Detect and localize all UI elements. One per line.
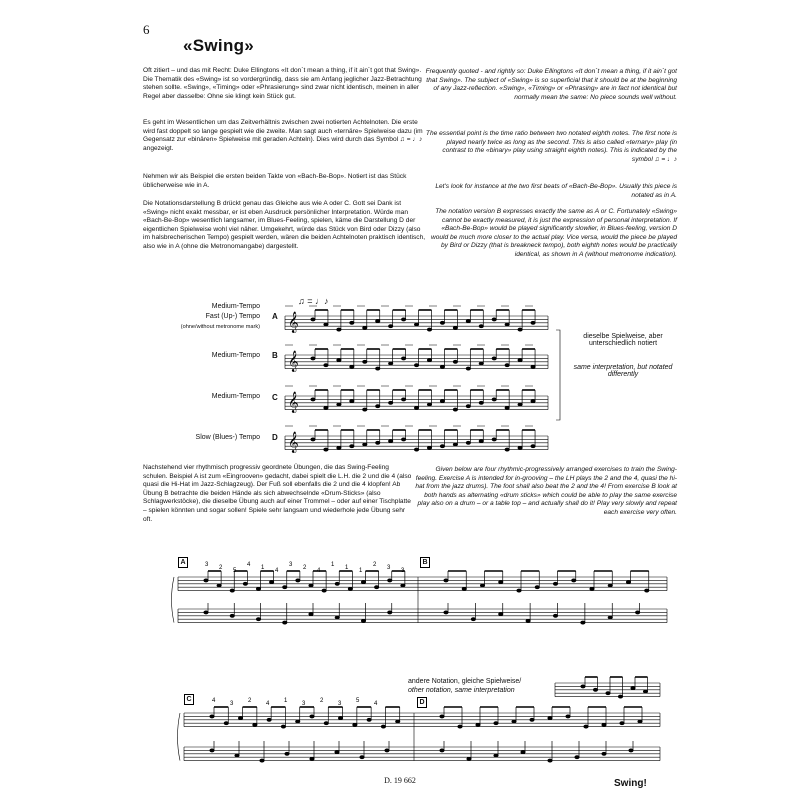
ex-b-rh-notehead [517,589,521,592]
ex-d-lh-notehead [467,757,471,760]
row-2-notehead [518,403,522,406]
ex-c-rh-notehead [310,715,314,718]
fingering-number: 1 [284,698,288,704]
row-b-letter: B [272,351,278,360]
fingering-number: 1 [331,562,335,568]
german-paragraph-4: Die Notationsdarstellung B drückt genau das Gleiche aus wie A oder C. Gott sei Dank ist «Swing» nicht exakt messbar, er ist eben Ausdruck persönlicher Interpretation. Würde man «Bach-Be-Bop» wesentlich langsamer, im Blues-Feeling, spielen, käme die Darstellung D der eigentlichen Spielweise wohl viel näher. Umgekehrt, würde das Stück von Bird oder Dizzy (also im halsbrecherischen Tempo) gespielt werden, wären die beiden Achtelnoten praktisch identisch, also wie in A (ohne die Metronomangabe) dargestellt. [143,200,426,250]
row-3-notehead [401,438,405,441]
row-1-notehead [388,362,392,365]
ex-a-lh-notehead [361,619,365,622]
ex-b-lh-notehead [444,611,448,614]
row-2-notehead [388,401,392,404]
ex-b-rh-notehead [444,579,448,582]
ex-d-rh-notehead [602,723,606,726]
row-2-notehead [479,401,483,404]
fingering-number: 4 [212,698,216,704]
ex-a-lh-notehead [204,611,208,614]
row-1-notehead [518,359,522,362]
ex-c-rh-notehead [281,725,285,728]
ex-d-rh-notehead [620,722,624,725]
alt-notation-english: other notation, same interpretation [408,687,515,694]
side-bracket [556,330,560,420]
row-1-notehead [363,360,367,363]
ex-a-rh-notehead [348,587,352,590]
row-3-notehead [350,445,354,448]
ex-b-rh-notehead [535,586,539,589]
exercise-c-box: C [184,694,194,705]
row-1-notehead [440,365,444,368]
row-d-letter: D [272,433,278,442]
ex-d-rh-notehead [566,715,570,718]
ex-d-lh-notehead [548,759,552,762]
alt-notation-german: andere Notation, gleiche Spielweise/ [408,678,522,685]
row-3-notehead [492,438,496,441]
fingering-number: 4 [275,568,279,574]
ex-c-rh-notehead [267,718,271,721]
fingering-number: 2 [320,698,324,704]
row-3-notehead [453,443,457,446]
ex-b-lh-notehead [608,616,612,619]
row-1-notehead [324,364,328,367]
row-3-notehead [466,441,470,444]
german-paragraph-1: Oft zitiert – und das mit Recht: Duke Ellingtons «It don´t mean a thing, if it ain´t got that Swing». Die Thematik des «Swing» ist so vordergründig, dass sie am Anfang jeglicher Jazz-Betrachtung stehen sollte. «Swing», «Timing» oder «Phrasierung» sind zwar nicht identisch, meinen in aller Regel aber dasselbe: Ohne sie klingt kein Stück gut. [143,67,422,100]
row-3-notehead [531,445,535,448]
ex-b-lh-notehead [581,621,585,624]
fingering-number: 4 [374,701,378,707]
ex-a-rh-notehead [296,579,300,582]
row-3-notehead [440,445,444,448]
treble-clef-icon: 𝄞 [288,351,299,372]
ex-a-rh-notehead [217,584,221,587]
ex-c-rh-notehead [210,715,214,718]
ex-d-lh-notehead [494,754,498,757]
alt-notehead [643,690,647,693]
alt-notehead [631,687,635,690]
row-3-notehead [376,441,380,444]
german-paragraph-2: Es geht im Wesentlichen um das Zeitverhältnis zwischen zwei notierten Achtelnoten. Die erste wird fast doppelt so lange gespielt wie die zweite. Man sagt auch «ternäre» Spielweise dazu (im Gegensatz zur «binären» Spielweise mit geraden Achteln). Dies wird durch das Symbol ♫ = ♩♪ angezeigt. [143,119,423,152]
row-0-notehead [531,321,535,324]
ex-c-lh-notehead [360,756,364,759]
row-1-notehead [531,365,535,368]
exercise-b-box: B [420,557,430,568]
fingering-number: 3 [289,562,293,568]
ex-d-rh-notehead [440,715,444,718]
row-3-notehead [324,448,328,451]
row-a-label-2: Fast (Up-) Tempo [205,313,260,320]
fingering-number: 3 [387,565,391,571]
ex-a-rh-notehead [388,579,392,582]
row-1-notehead [479,362,483,365]
exercise-d-box: D [417,697,427,708]
fingering-number: 4 [266,701,270,707]
fingering-number: 2 [303,565,307,571]
fingering-number: 3 [338,701,342,707]
row-2-notehead [453,408,457,411]
row-1-notehead [505,364,509,367]
ex-a-rh-notehead [374,586,378,589]
fingering-number: 3 [230,701,234,707]
fingering-number: 3 [401,568,405,574]
ex-b-rh-notehead [590,587,594,590]
page-title: «Swing» [183,36,255,55]
ex-b-rh-notehead [553,582,557,585]
row-1-notehead [350,365,354,368]
ex-a-rh-notehead [335,582,339,585]
row-1-notehead [401,357,405,360]
row-2-notehead [350,400,354,403]
row-3-notehead [337,446,341,449]
row-0-notehead [324,323,328,326]
english-paragraph-3: Let's look for instance at the two first beats of «Bach-Be-Bop». Usually this piece is notated as in A. [435,183,677,199]
ex-c-lh-notehead [385,749,389,752]
ex-a-rh-notehead [283,586,287,589]
row-d-label: Slow (Blues-) Tempo [195,434,260,441]
ex-a-rh-notehead [401,584,405,587]
german-paragraph-5: Nachstehend vier rhythmisch progressiv geordnete Übungen, die das Swing-Feeling schulen. Beispiel A ist zum «Eingrooven» gedacht, dabei spielt die L.H. die 2 und die 4 (also quasi die Hi-Hat im Jazz-Schlagzeug). Der Fuß soll ebenfalls die 2 und die 4 klopfen! Ab Übung B betrachte die beiden Hände als sich abwechselnde «Drum-Sticks» (also Schlagwerkstöcke), die dieselbe Übung auch auf einer Trommel – oder auf einer Tischplatte – spielen könnten und sogar sollen! Spiele sehr langsam und wiederhole jede Übung sehr oft. [143,464,412,523]
row-3-notehead [414,448,418,451]
system-1-brace [172,577,175,623]
ex-c-rh-notehead [296,720,300,723]
row-1-notehead [337,359,341,362]
ex-c-rh-notehead [324,722,328,725]
ex-b-rh-notehead [608,584,612,587]
side-note-german: dieselbe Spielweise, aber unterschiedlich notiert [583,333,663,347]
ex-d-rh-notehead [494,722,498,725]
ex-a-lh-notehead [283,621,287,624]
ex-b-lh-notehead [526,619,530,622]
row-2-notehead [324,406,328,409]
ex-a-lh-notehead [388,611,392,614]
alt-notehead [581,685,585,688]
treble-clef-icon: 𝄞 [288,432,299,453]
row-1-notehead [376,367,380,370]
row-2-notehead [427,403,431,406]
row-0-notehead [337,328,341,331]
row-2-notehead [311,398,315,401]
ex-d-lh-notehead [575,756,579,759]
exercise-a-box: A [178,557,188,568]
ex-d-lh-notehead [440,749,444,752]
ex-a-lh-notehead [230,614,234,617]
row-0-notehead [492,318,496,321]
ex-a-rh-notehead [256,587,260,590]
ex-d-rh-notehead [512,720,516,723]
row-0-notehead [376,320,380,323]
ex-b-rh-notehead [572,579,576,582]
row-0-notehead [427,328,431,331]
row-1-notehead [311,357,315,360]
fingering-number: 5 [356,698,360,704]
ex-c-rh-notehead [338,717,342,720]
ex-d-rh-notehead [584,725,588,728]
fingering-number: 5 [233,568,237,574]
ex-a-rh-notehead [309,584,313,587]
fingering-number: 4 [247,562,251,568]
row-3-notehead [363,443,367,446]
german-paragraph-3: Nehmen wir als Beispiel die ersten beiden Takte von «Bach-Be-Bop». Notiert ist das Stück üblicherweise wie in A. [143,173,407,189]
row-0-notehead [453,326,457,329]
treble-clef-icon: 𝄞 [288,392,299,413]
row-3-notehead [518,446,522,449]
ex-a-rh-notehead [269,581,273,584]
fingering-number: 3 [205,562,209,568]
row-1-notehead [492,357,496,360]
ex-c-lh-notehead [285,752,289,755]
row-0-notehead [479,325,483,328]
row-a-label: Medium-Tempo [211,303,260,310]
ex-d-rh-notehead [476,723,480,726]
row-0-notehead [350,321,354,324]
ex-d-lh-notehead [629,749,633,752]
ex-c-lh-notehead [210,749,214,752]
ex-b-rh-notehead [645,589,649,592]
ex-a-lh-notehead [256,618,260,621]
row-c-letter: C [272,393,278,402]
ex-a-lh-notehead [309,613,313,616]
row-2-notehead [337,403,341,406]
english-paragraph-5: Given below are four rhythmic-progressively arranged exercises to train the Swing-feeling. Exercise A is intended for in-grooving – the LH plays the 2 and the 4, quasi the hi-hat from the jazz drums). The foot shall also beat the 2 and the 4! From exercise B look at both hands as alternating «drum sticks» which could be able to play the same exercise play also on a drum – or a table top – and actually shall do it! Play very slowly and repeat each exercise very often. [415,466,677,516]
row-3-notehead [479,440,483,443]
fingering-number: 2 [248,698,252,704]
ex-b-lh-notehead [553,614,557,617]
ex-b-lh-notehead [499,613,503,616]
ex-c-lh-notehead [310,757,314,760]
row-3-notehead [388,440,392,443]
row-2-notehead [414,406,418,409]
english-paragraph-1: Frequently quoted - and rightly so: Duke Ellingtons «It don´t mean a thing, if it ain´t got that Swing». The subject of «Swing» is so superficial that it should be at the beginning of any Jazz-reflection. «Swing», «Timing» or «Phrasing» are in fact not identical but normally mean the same: No piece sounds well without. [425,68,677,101]
row-0-notehead [311,318,315,321]
ex-d-lh-notehead [602,752,606,755]
ex-c-rh-notehead [353,723,357,726]
row-a-letter: A [272,312,278,321]
row-0-notehead [388,325,392,328]
page-number: 6 [143,22,150,37]
row-0-notehead [363,326,367,329]
row-1-notehead [414,364,418,367]
fingering-number: 1 [359,568,363,574]
ex-b-lh-notehead [635,611,639,614]
fingering-number: 2 [373,562,377,568]
row-0-notehead [518,328,522,331]
ex-c-rh-notehead [381,725,385,728]
english-paragraph-4: The notation version B expresses exactly the same as A or C. Fortunately «Swing» cannot be exactly measured, it is just the expression of personal interpretation. If «Bach-Be-Bop» would be played significantly slowlier, in Blues-feeling, version D would be much more closer to the actual play. Vice versa, would the piece be played by Bird or Dizzy (that is breakneck tempo), both eighth notes would be practically identical, as shown in A (without metronome indication). [430,208,677,258]
row-0-notehead [414,323,418,326]
ex-c-lh-notehead [235,754,239,757]
fingering-number: 2 [219,565,223,571]
row-a-label-3: (ohne/without metronome mark) [180,324,260,330]
ex-d-lh-notehead [521,751,525,754]
ex-b-rh-notehead [626,581,630,584]
fingering-number: 1 [261,565,265,571]
row-3-notehead [505,448,509,451]
row-2-notehead [401,398,405,401]
english-paragraph-2: The essential point is the time ratio between two notated eighth notes. The first note is played nearly twice as long as the second. This is also called «ternary» play (in contrast to the «binary» play using straight eighth notes). This is indicated by the symbol ♫ = ♩♪ [425,130,677,163]
row-c-label: Medium-Tempo [211,393,260,400]
fingering-number: 1 [345,565,349,571]
ex-d-rh-notehead [530,718,534,721]
ex-b-rh-notehead [499,581,503,584]
row-1-notehead [427,359,431,362]
ex-a-rh-notehead [361,581,365,584]
ex-c-rh-notehead [224,722,228,725]
tempo-symbol: ♫ = ♩♪ [298,296,329,306]
ex-a-rh-notehead [322,589,326,592]
ex-b-rh-notehead [480,584,484,587]
alt-notehead [618,695,622,698]
row-0-notehead [401,318,405,321]
ex-c-rh-notehead [367,718,371,721]
ex-c-lh-notehead [335,751,339,754]
row-0-notehead [466,320,470,323]
ex-a-lh-notehead [335,616,339,619]
row-0-notehead [440,321,444,324]
fingering-number: 4 [317,568,321,574]
row-b-label: Medium-Tempo [211,352,260,359]
row-2-notehead [440,400,444,403]
alt-notehead [593,688,597,691]
ex-a-rh-notehead [243,582,247,585]
ex-d-rh-notehead [638,720,642,723]
ex-c-rh-notehead [396,720,400,723]
row-1-notehead [466,367,470,370]
ex-c-lh-notehead [260,759,264,762]
row-2-notehead [505,406,509,409]
ex-c-rh-notehead [238,717,242,720]
ex-d-rh-notehead [458,725,462,728]
ex-b-lh-notehead [471,618,475,621]
system-2-brace [178,713,181,761]
ex-a-rh-notehead [230,589,234,592]
alt-notehead [606,692,610,695]
ex-b-rh-notehead [462,587,466,590]
treble-clef-icon: 𝄞 [288,312,299,333]
row-2-notehead [466,405,470,408]
ex-d-rh-notehead [548,717,552,720]
row-3-notehead [311,438,315,441]
row-2-notehead [376,405,380,408]
row-2-notehead [492,398,496,401]
row-1-notehead [453,360,457,363]
ex-a-rh-notehead [204,579,208,582]
row-2-notehead [363,408,367,411]
row-0-notehead [505,323,509,326]
page-footer: D. 19 662 [384,776,416,785]
ex-c-rh-notehead [253,723,257,726]
row-3-notehead [427,446,431,449]
row-2-notehead [531,400,535,403]
swing-exclamation: Swing! [614,778,647,789]
fingering-number: 3 [302,701,306,707]
side-note-english: same interpretation, but notated differently [573,364,673,378]
